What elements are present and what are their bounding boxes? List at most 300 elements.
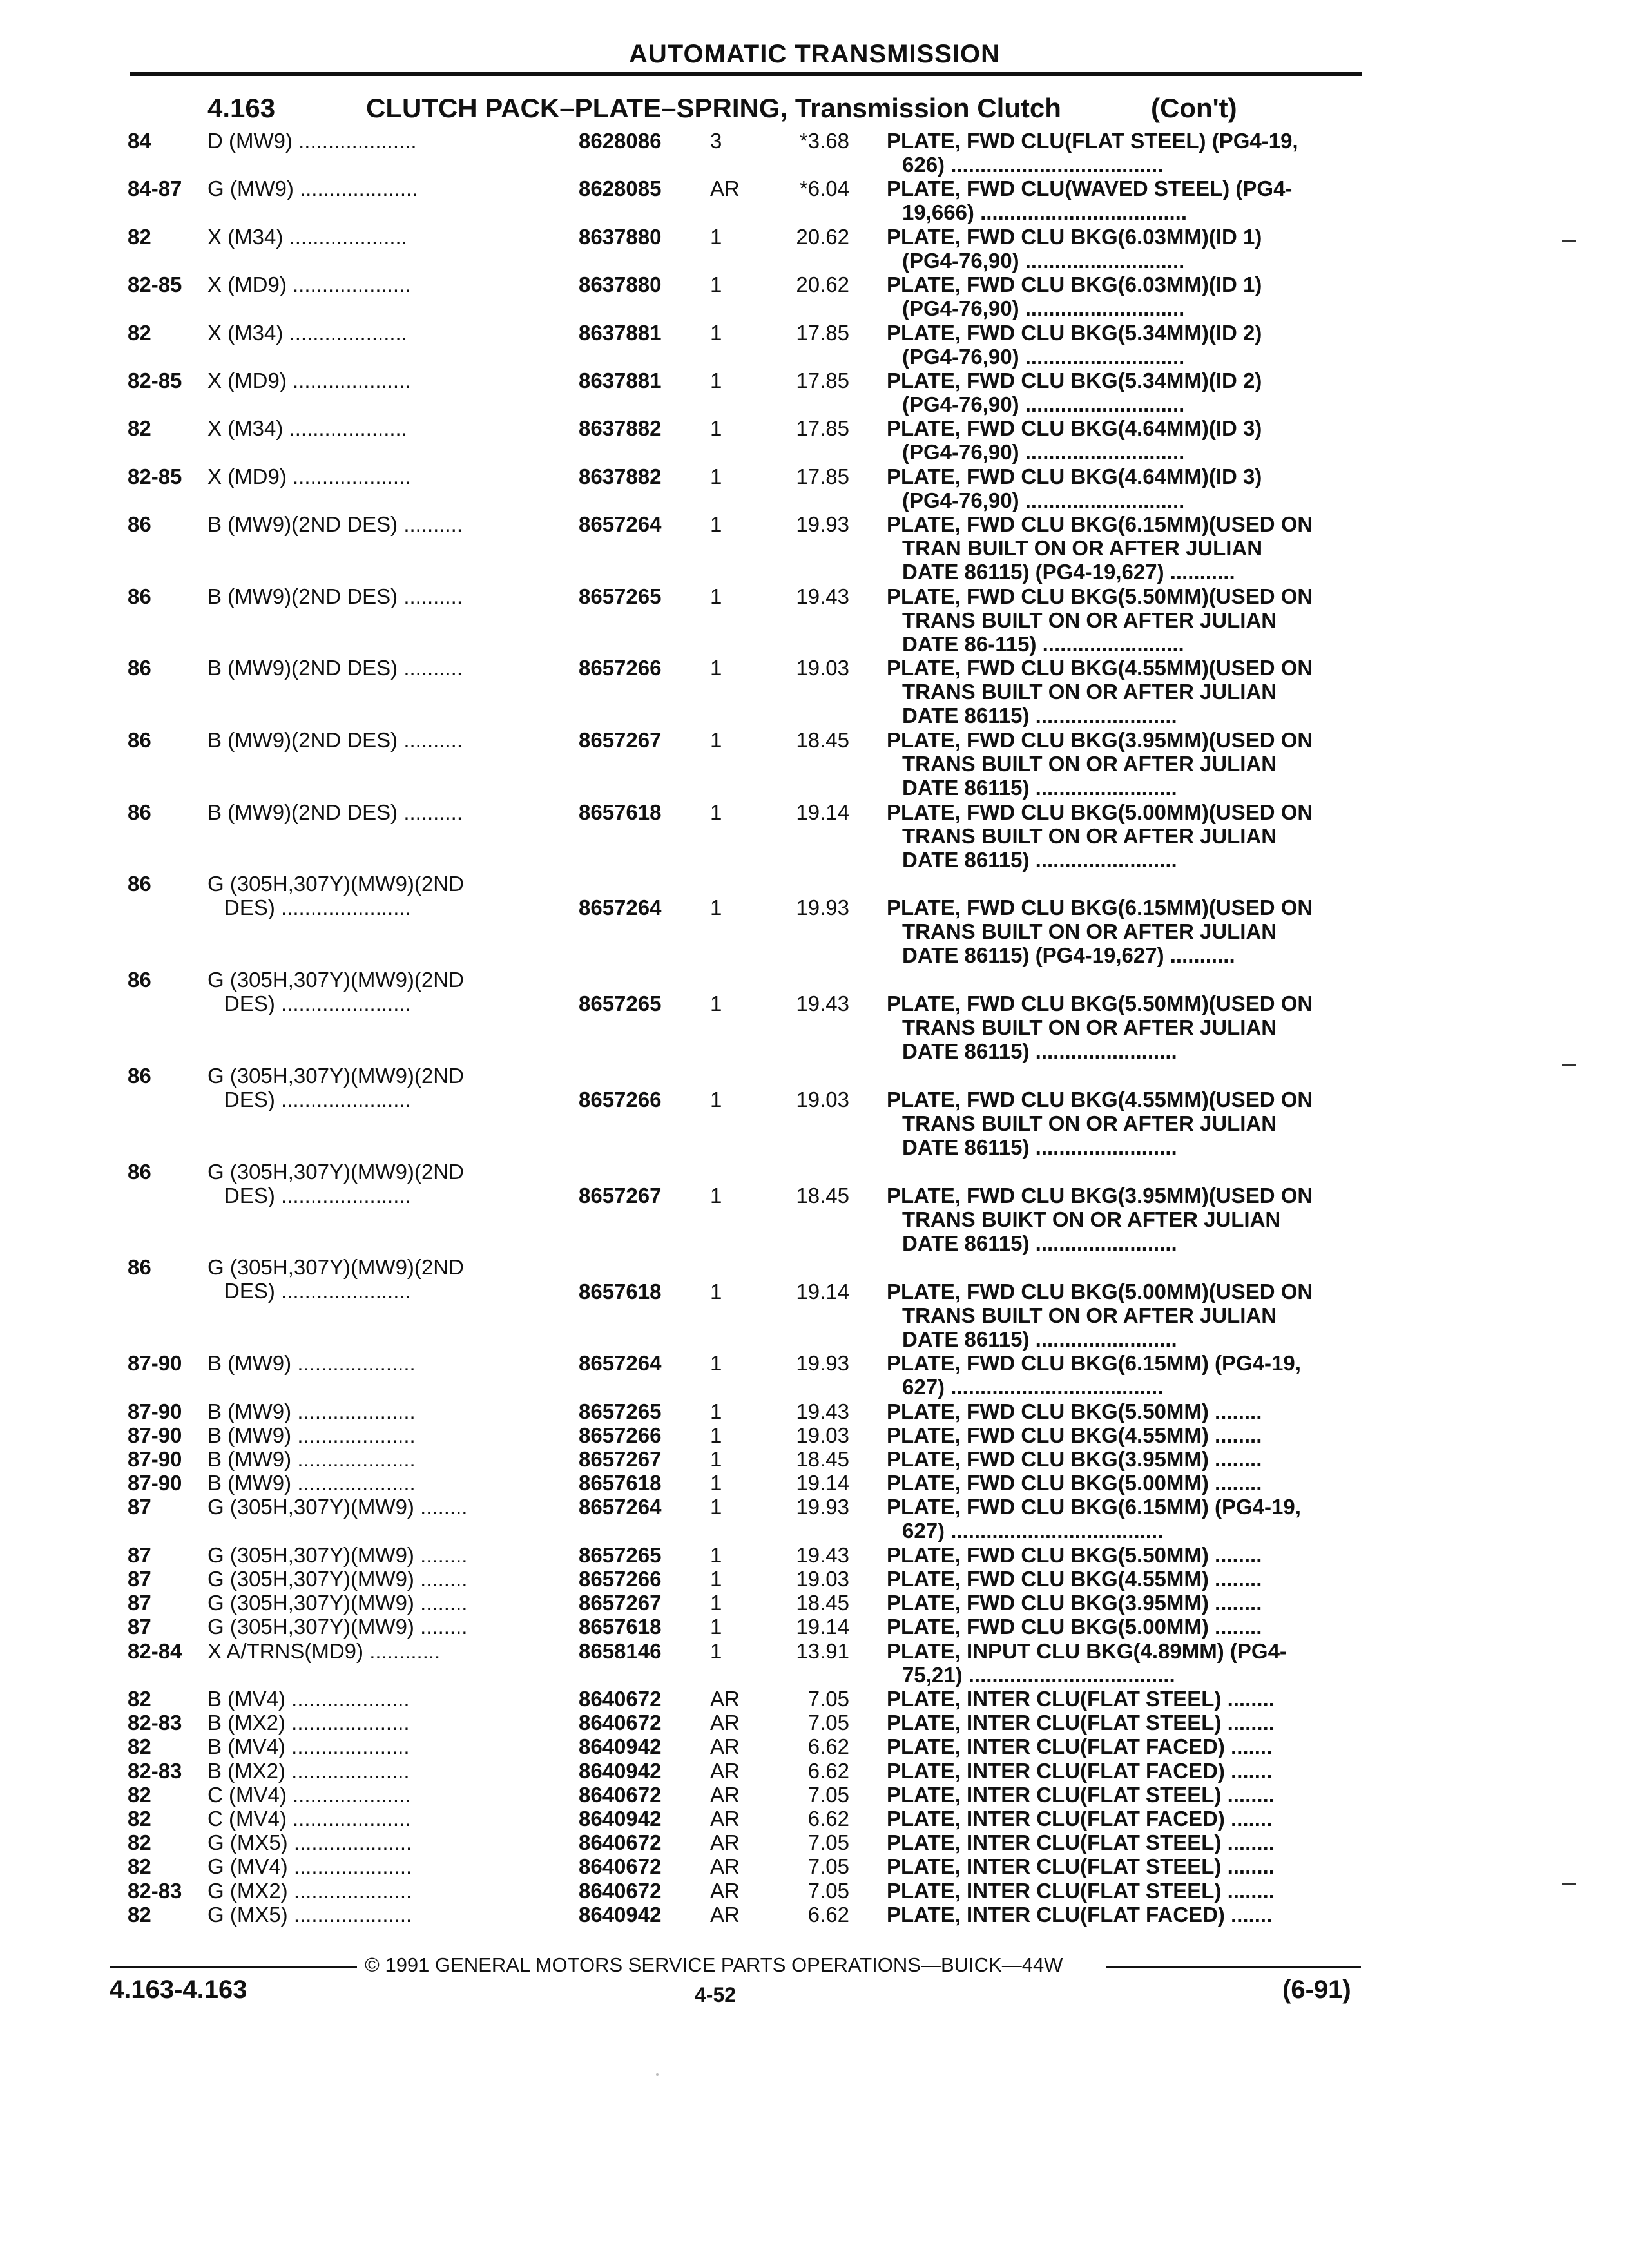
row-part-number: 8657265 (579, 1542, 662, 1567)
row-part-name (887, 1088, 1353, 1159)
row-part-number: 8657267 (579, 1447, 662, 1471)
row-price: 19.03 (796, 656, 849, 680)
row-price: 7.05 (807, 1687, 849, 1711)
part-name-line: DATE 86115) ........................ (902, 704, 1177, 728)
part-name-line: DATE 86115) (PG4-19,627) ........... (902, 943, 1235, 968)
row-quantity: 1 (710, 584, 722, 608)
row-part-number: 8657618 (579, 1471, 662, 1495)
row-part-name (887, 1351, 1353, 1399)
row-quantity: AR (710, 1878, 740, 1903)
row-part-name (887, 273, 1353, 320)
row-price: 7.05 (807, 1878, 849, 1903)
row-application (207, 321, 407, 345)
row-year: 82 (128, 1831, 151, 1855)
header-rule (130, 72, 1362, 76)
section-title: CLUTCH PACK–PLATE–SPRING, Transmission Clutch (366, 93, 1061, 123)
row-application (207, 1399, 416, 1423)
row-application (207, 1543, 467, 1567)
part-name-line: PLATE, FWD CLU BKG(5.50MM) ........ (887, 1399, 1262, 1423)
row-part-number: 8637880 (579, 273, 662, 297)
row-part-name (887, 1399, 1353, 1423)
part-name-line: PLATE, FWD CLU BKG(4.55MM)(USED ON (887, 1087, 1313, 1111)
row-part-name (887, 1184, 1353, 1255)
application-line: X (M34) .................... (207, 224, 407, 249)
application-line: B (MW9) .................... (207, 1447, 416, 1471)
row-quantity: 1 (710, 1471, 722, 1495)
row-part-number: 8628086 (579, 129, 662, 153)
row-year: 82-85 (128, 464, 182, 488)
part-name-line: PLATE, INTER CLU(FLAT STEEL) ........ (887, 1687, 1275, 1711)
row-quantity: 1 (710, 1087, 722, 1111)
row-price: 6.62 (807, 1735, 849, 1759)
row-part-name (887, 177, 1353, 224)
part-name-line: PLATE, INTER CLU(FLAT STEEL) ........ (887, 1711, 1275, 1735)
row-year: 82 (128, 320, 151, 345)
row-price: 19.43 (796, 584, 849, 608)
application-line: X (MD9) .................... (207, 464, 411, 488)
row-part-name (887, 1711, 1353, 1735)
row-application (207, 1160, 464, 1207)
application-line: X (M34) .................... (207, 416, 407, 441)
row-year: 82-83 (128, 1758, 182, 1783)
row-part-number: 8640942 (579, 1902, 662, 1927)
row-part-number: 8657266 (579, 1423, 662, 1447)
row-price: 7.05 (807, 1711, 849, 1735)
row-year: 87 (128, 1495, 151, 1519)
row-year: 87-90 (128, 1471, 182, 1495)
row-part-name (887, 1495, 1353, 1542)
part-name-line: PLATE, FWD CLU BKG(6.15MM)(USED ON (887, 512, 1313, 537)
row-price: 19.43 (796, 1542, 849, 1567)
row-price: 18.45 (796, 1591, 849, 1615)
row-quantity: 3 (710, 129, 722, 153)
row-application (207, 1854, 412, 1878)
row-quantity: 1 (710, 1615, 722, 1639)
row-quantity: 1 (710, 1351, 722, 1376)
part-name-line: DATE 86115) (PG4-19,627) ........... (902, 560, 1235, 584)
row-part-name (887, 1280, 1353, 1351)
row-quantity: 1 (710, 1495, 722, 1519)
row-application (207, 1879, 412, 1903)
row-part-name (887, 1854, 1353, 1878)
application-line: B (MW9) .................... (207, 1399, 416, 1423)
footer-rule-left (110, 1966, 357, 1968)
part-name-line: PLATE, INTER CLU(FLAT FACED) ....... (887, 1902, 1273, 1927)
row-application (207, 800, 463, 824)
row-application (207, 1567, 467, 1591)
row-quantity: 1 (710, 1567, 722, 1591)
row-application (207, 1471, 416, 1495)
row-quantity: 1 (710, 224, 722, 249)
application-line: DES) ...................... (224, 1183, 411, 1207)
row-price: 17.85 (796, 464, 849, 488)
row-part-name (887, 1615, 1353, 1639)
row-year: 86 (128, 656, 151, 680)
row-part-number: 8657266 (579, 1567, 662, 1591)
row-part-number: 8637880 (579, 224, 662, 249)
row-year: 87-90 (128, 1399, 182, 1423)
part-name-line: PLATE, FWD CLU BKG(6.03MM)(ID 1) (887, 273, 1262, 297)
application-line: G (MX5) .................... (207, 1902, 412, 1927)
row-quantity: 1 (710, 1183, 722, 1207)
row-year: 82 (128, 1735, 151, 1759)
row-price: 19.14 (796, 800, 849, 824)
part-name-line: DATE 86115) ........................ (902, 1327, 1177, 1351)
row-quantity: 1 (710, 800, 722, 824)
margin-tick-mark (1562, 1883, 1576, 1885)
row-part-name (887, 584, 1353, 656)
part-name-line: (PG4-76,90) ........................... (902, 440, 1185, 465)
row-quantity: 1 (710, 1639, 722, 1663)
part-name-line: TRANS BUILT ON OR AFTER JULIAN (902, 680, 1277, 704)
part-name-line: PLATE, FWD CLU BKG(3.95MM) ........ (887, 1591, 1262, 1615)
row-year: 82 (128, 1807, 151, 1831)
row-part-number: 8628085 (579, 177, 662, 201)
row-part-name (887, 728, 1353, 800)
application-line: C (MV4) .................... (207, 1807, 411, 1831)
part-name-line: PLATE, FWD CLU(FLAT STEEL) (PG4-19, (887, 129, 1298, 153)
part-name-line: PLATE, FWD CLU BKG(4.55MM)(USED ON (887, 656, 1313, 680)
part-name-line: TRAN BUILT ON OR AFTER JULIAN (902, 536, 1263, 561)
part-name-line: DATE 86115) ........................ (902, 776, 1177, 800)
row-part-name (887, 1687, 1353, 1711)
application-line: D (MW9) .................... (207, 129, 417, 153)
application-line: G (MX2) .................... (207, 1878, 412, 1903)
row-year: 87 (128, 1591, 151, 1615)
row-quantity: AR (710, 1687, 740, 1711)
row-part-name (887, 1807, 1353, 1831)
application-line: C (MV4) .................... (207, 1782, 411, 1807)
row-quantity: AR (710, 1807, 740, 1831)
row-price: 20.62 (796, 273, 849, 297)
section-number: 4.163 (207, 93, 276, 123)
row-price: 6.62 (807, 1807, 849, 1831)
row-price: 18.45 (796, 728, 849, 752)
part-name-line: TRANS BUILT ON OR AFTER JULIAN (902, 1303, 1277, 1327)
row-quantity: AR (710, 1711, 740, 1735)
row-quantity: AR (710, 177, 740, 201)
footer-rule-right (1106, 1966, 1361, 1968)
row-price: 17.85 (796, 320, 849, 345)
part-name-line: PLATE, FWD CLU BKG(6.15MM) (PG4-19, (887, 1495, 1301, 1519)
row-part-number: 8657264 (579, 1495, 662, 1519)
part-name-line: PLATE, FWD CLU BKG(5.00MM) ........ (887, 1615, 1262, 1639)
application-line: DES) ...................... (224, 1087, 411, 1111)
row-part-number: 8640672 (579, 1854, 662, 1879)
part-name-line: PLATE, INTER CLU(FLAT STEEL) ........ (887, 1782, 1275, 1807)
application-line: G (MX5) .................... (207, 1831, 412, 1855)
footer-revision-date: (6-91) (1282, 1975, 1351, 2004)
part-name-line: 626) .................................... (902, 153, 1164, 177)
part-name-line: TRANS BUILT ON OR AFTER JULIAN (902, 823, 1277, 848)
row-part-number: 8657267 (579, 1591, 662, 1615)
part-name-line: TRANS BUIKT ON OR AFTER JULIAN (902, 1207, 1281, 1231)
row-price: *6.04 (799, 177, 849, 201)
row-quantity: 1 (710, 728, 722, 752)
row-year: 82 (128, 1687, 151, 1711)
row-quantity: 1 (710, 1447, 722, 1471)
part-name-line: DATE 86-115) ........................ (902, 631, 1184, 656)
part-name-line: PLATE, FWD CLU BKG(3.95MM)(USED ON (887, 728, 1313, 752)
row-part-number: 8657618 (579, 800, 662, 824)
row-part-name (887, 1759, 1353, 1783)
row-part-name (887, 992, 1353, 1063)
application-line: G (305H,307Y)(MW9)(2ND (207, 1159, 464, 1184)
part-name-line: PLATE, INTER CLU(FLAT STEEL) ........ (887, 1878, 1275, 1903)
row-application (207, 416, 407, 440)
row-price: 17.85 (796, 416, 849, 441)
row-year: 86 (128, 968, 151, 992)
row-price: 19.03 (796, 1087, 849, 1111)
application-line: B (MX2) .................... (207, 1758, 410, 1783)
part-name-line: PLATE, INTER CLU(FLAT STEEL) ........ (887, 1854, 1275, 1879)
footer-section-range: 4.163-4.163 (110, 1975, 247, 2004)
row-year: 87 (128, 1567, 151, 1591)
application-line: B (MW9)(2ND DES) .......... (207, 728, 463, 752)
row-price: 6.62 (807, 1902, 849, 1927)
application-line: B (MW9)(2ND DES) .......... (207, 584, 463, 608)
part-name-line: PLATE, INTER CLU(FLAT FACED) ....... (887, 1758, 1273, 1783)
row-year: 86 (128, 728, 151, 752)
part-name-line: (PG4-76,90) ........................... (902, 392, 1185, 416)
row-year: 86 (128, 872, 151, 896)
row-price: *3.68 (799, 129, 849, 153)
part-name-line: 75,21) ................................... (902, 1662, 1175, 1687)
row-part-name (887, 800, 1353, 872)
row-application (207, 1447, 416, 1471)
part-name-line: PLATE, FWD CLU BKG(6.15MM) (PG4-19, (887, 1351, 1301, 1376)
row-quantity: 1 (710, 416, 722, 441)
part-name-line: TRANS BUILT ON OR AFTER JULIAN (902, 1015, 1277, 1040)
row-year: 87-90 (128, 1351, 182, 1376)
part-name-line: PLATE, FWD CLU BKG(5.34MM)(ID 2) (887, 320, 1262, 345)
row-quantity: 1 (710, 369, 722, 392)
row-part-name (887, 1447, 1353, 1471)
row-application (207, 728, 463, 752)
row-part-number: 8657618 (579, 1615, 662, 1639)
row-application (207, 1255, 464, 1303)
part-name-line: (PG4-76,90) ........................... (902, 248, 1185, 273)
row-price: 19.93 (796, 896, 849, 920)
row-application (207, 1807, 410, 1831)
part-name-line: PLATE, FWD CLU BKG(4.55MM) ........ (887, 1567, 1262, 1591)
row-application (207, 1711, 410, 1735)
application-line: B (MV4) .................... (207, 1687, 410, 1711)
row-year: 86 (128, 800, 151, 824)
row-application (207, 273, 410, 296)
row-year: 86 (128, 584, 151, 608)
row-application (207, 1759, 410, 1783)
row-price: 17.85 (796, 369, 849, 392)
row-part-name (887, 465, 1353, 512)
application-line: G (305H,307Y)(MW9)(2ND (207, 968, 464, 992)
row-year: 82 (128, 224, 151, 249)
row-part-name (887, 416, 1353, 464)
row-quantity: 1 (710, 512, 722, 537)
application-line: G (305H,307Y)(MW9) ........ (207, 1567, 468, 1591)
row-part-name (887, 225, 1353, 273)
row-quantity: 1 (710, 320, 722, 345)
part-name-line: PLATE, FWD CLU(WAVED STEEL) (PG4- (887, 177, 1293, 201)
row-year: 86 (128, 512, 151, 537)
part-name-line: PLATE, FWD CLU BKG(5.50MM)(USED ON (887, 584, 1313, 608)
application-line: G (305H,307Y)(MW9) ........ (207, 1615, 468, 1639)
application-line: B (MW9) .................... (207, 1423, 416, 1447)
row-year: 82-83 (128, 1711, 182, 1735)
row-price: 19.03 (796, 1567, 849, 1591)
row-application (207, 1903, 412, 1927)
row-price: 19.93 (796, 1351, 849, 1376)
row-quantity: 1 (710, 464, 722, 488)
application-line: G (MW9) .................... (207, 177, 418, 201)
row-part-number: 8637881 (579, 320, 662, 345)
row-year: 82-83 (128, 1878, 182, 1903)
footer-page-number: 4-52 (695, 1983, 737, 2006)
row-part-number: 8640672 (579, 1711, 662, 1735)
application-line: X A/TRNS(MD9) ............ (207, 1639, 441, 1663)
row-price: 7.05 (807, 1854, 849, 1879)
row-application (207, 872, 464, 919)
application-line: X (MD9) .................... (207, 273, 411, 297)
application-line: G (305H,307Y)(MW9)(2ND (207, 872, 464, 896)
row-year: 84 (128, 129, 151, 153)
row-year: 87 (128, 1542, 151, 1567)
part-name-line: PLATE, FWD CLU BKG(5.50MM) ........ (887, 1542, 1262, 1567)
row-application (207, 1639, 440, 1663)
application-line: B (MV4) .................... (207, 1735, 410, 1759)
row-quantity: 1 (710, 1591, 722, 1615)
row-quantity: AR (710, 1758, 740, 1783)
application-line: B (MW9)(2ND DES) .......... (207, 656, 463, 680)
row-application (207, 584, 463, 608)
part-name-line: TRANS BUILT ON OR AFTER JULIAN (902, 919, 1277, 944)
row-year: 82 (128, 1902, 151, 1927)
application-line: X (MD9) .................... (207, 369, 411, 392)
row-part-number: 8640942 (579, 1807, 662, 1831)
row-price: 19.14 (796, 1471, 849, 1495)
row-price: 7.05 (807, 1782, 849, 1807)
row-year: 82-85 (128, 369, 182, 392)
part-name-line: PLATE, FWD CLU BKG(5.50MM)(USED ON (887, 992, 1313, 1016)
row-quantity: 1 (710, 1423, 722, 1447)
part-name-line: PLATE, INTER CLU(FLAT FACED) ....... (887, 1735, 1273, 1759)
part-name-line: PLATE, FWD CLU BKG(5.00MM)(USED ON (887, 1279, 1313, 1303)
row-part-name (887, 1543, 1353, 1567)
row-quantity: AR (710, 1902, 740, 1927)
row-part-name (887, 1903, 1353, 1927)
row-part-number: 8640942 (579, 1735, 662, 1759)
row-part-number: 8657266 (579, 656, 662, 680)
part-name-line: PLATE, FWD CLU BKG(3.95MM)(USED ON (887, 1183, 1313, 1207)
row-application (207, 129, 417, 153)
part-name-line: PLATE, FWD CLU BKG(4.55MM) ........ (887, 1423, 1262, 1447)
row-year: 87-90 (128, 1447, 182, 1471)
part-name-line: DATE 86115) ........................ (902, 1135, 1177, 1159)
part-name-line: (PG4-76,90) ........................... (902, 296, 1185, 321)
row-part-name (887, 1471, 1353, 1495)
row-part-number: 8657265 (579, 1399, 662, 1423)
row-year: 86 (128, 1159, 151, 1184)
row-price: 19.14 (796, 1615, 849, 1639)
row-part-number: 8640672 (579, 1782, 662, 1807)
row-part-number: 8657267 (579, 1183, 662, 1207)
application-line: G (305H,307Y)(MW9) ........ (207, 1591, 468, 1615)
row-part-number: 8640672 (579, 1878, 662, 1903)
part-name-line: PLATE, FWD CLU BKG(4.64MM)(ID 3) (887, 416, 1262, 441)
row-price: 7.05 (807, 1831, 849, 1855)
row-part-name (887, 1423, 1353, 1447)
row-part-name (887, 1735, 1353, 1758)
part-name-line: 627) .................................... (902, 1375, 1164, 1399)
row-application (207, 1687, 410, 1711)
row-quantity: AR (710, 1854, 740, 1879)
application-line: B (MW9) .................... (207, 1351, 416, 1376)
margin-tick-mark (1562, 240, 1576, 242)
row-application (207, 369, 410, 392)
application-line: B (MX2) .................... (207, 1711, 410, 1735)
application-line: DES) ...................... (224, 1279, 411, 1303)
row-year: 86 (128, 1063, 151, 1088)
row-part-number: 8657265 (579, 992, 662, 1016)
row-quantity: AR (710, 1782, 740, 1807)
row-price: 13.91 (796, 1639, 849, 1663)
row-price: 19.93 (796, 512, 849, 537)
part-name-line: DATE 86115) ........................ (902, 1039, 1177, 1064)
row-application (207, 1831, 412, 1854)
row-quantity: 1 (710, 1542, 722, 1567)
row-part-name (887, 1639, 1353, 1687)
row-part-name (887, 1879, 1353, 1903)
row-application (207, 177, 418, 200)
application-line: DES) ...................... (224, 896, 411, 920)
row-year: 87-90 (128, 1423, 182, 1447)
row-application (207, 968, 464, 1015)
row-application (207, 225, 407, 249)
part-name-line: 627) .................................... (902, 1519, 1164, 1543)
row-year: 82 (128, 1782, 151, 1807)
scan-speck (656, 2073, 659, 2076)
part-name-line: TRANS BUILT ON OR AFTER JULIAN (902, 1111, 1277, 1135)
row-price: 19.14 (796, 1279, 849, 1303)
part-name-line: TRANS BUILT ON OR AFTER JULIAN (902, 752, 1277, 776)
row-application (207, 1423, 416, 1447)
application-line: G (305H,307Y)(MW9) ........ (207, 1542, 468, 1567)
row-part-number: 8640672 (579, 1831, 662, 1855)
row-part-number: 8657264 (579, 1351, 662, 1376)
application-line: DES) ...................... (224, 992, 411, 1015)
page-header-title: AUTOMATIC TRANSMISSION (628, 40, 1001, 68)
row-price: 19.03 (796, 1423, 849, 1447)
application-line: X (M34) .................... (207, 320, 407, 345)
row-part-number: 8657265 (579, 584, 662, 608)
row-quantity: 1 (710, 1279, 722, 1303)
row-application (207, 465, 410, 488)
part-name-line: DATE 86115) ........................ (902, 1231, 1177, 1255)
part-name-line: PLATE, FWD CLU BKG(6.15MM)(USED ON (887, 896, 1313, 920)
part-name-line: PLATE, FWD CLU BKG(5.00MM)(USED ON (887, 800, 1313, 824)
row-part-name (887, 1783, 1353, 1807)
row-price: 19.43 (796, 992, 849, 1016)
row-application (207, 512, 463, 536)
part-name-line: (PG4-76,90) ........................... (902, 344, 1185, 369)
row-part-number: 8640672 (579, 1687, 662, 1711)
row-application (207, 1591, 467, 1615)
row-application (207, 1783, 410, 1807)
row-part-number: 8637882 (579, 416, 662, 441)
application-line: B (MW9) .................... (207, 1471, 416, 1495)
row-quantity: AR (710, 1831, 740, 1855)
row-price: 18.45 (796, 1447, 849, 1471)
